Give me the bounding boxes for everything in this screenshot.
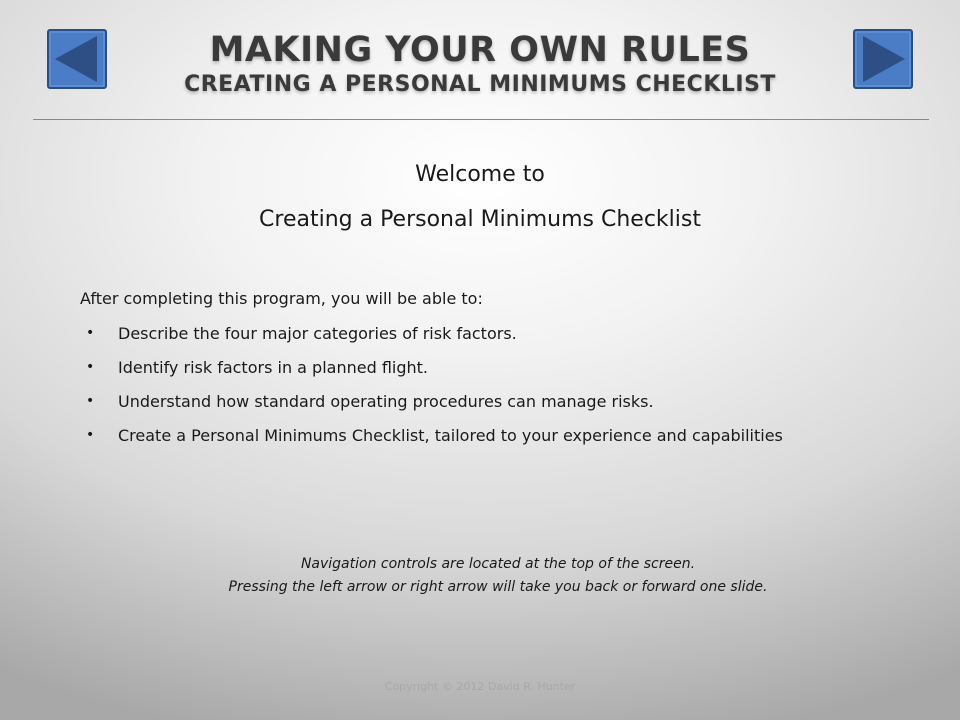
left-arrow-icon: [47, 29, 107, 89]
navigation-note-line1: Navigation controls are located at the top of the screen.: [300, 556, 696, 572]
slide-title: MAKING YOUR OWN RULES: [209, 30, 751, 70]
list-item: [80, 356, 840, 379]
previous-slide-button[interactable]: [47, 29, 107, 89]
slide-title-block: [130, 30, 830, 98]
navigation-note-line2: Pressing the left arrow or right arrow will take you back or forward one slide.: [228, 579, 768, 595]
bullet-icon: •: [86, 427, 95, 443]
bullet-icon: •: [86, 359, 95, 375]
list-item-text: Describe the four major categories of risk factors.: [118, 324, 517, 343]
copyright-footer: Copyright © 2012 David R. Hunter: [384, 680, 576, 693]
list-item: [80, 322, 840, 345]
slide-subtitle: CREATING A PERSONAL MINIMUMS CHECKLIST: [184, 72, 776, 97]
bullet-icon: •: [86, 393, 95, 409]
list-item: [80, 424, 840, 447]
list-item-text: Create a Personal Minimums Checklist, tailored to your experience and capabilities: [118, 426, 783, 445]
list-item-text: Identify risk factors in a planned flight.: [118, 358, 429, 377]
list-item: [80, 390, 840, 413]
header-divider: [33, 119, 929, 120]
program-name: Creating a Personal Minimums Checklist: [259, 207, 701, 232]
list-item-text: Understand how standard operating procedures can manage risks.: [118, 392, 654, 411]
next-slide-button[interactable]: [853, 29, 913, 89]
right-arrow-icon: [853, 29, 913, 89]
objectives-intro: After completing this program, you will be able to:: [80, 289, 483, 308]
objectives-list: [80, 322, 840, 458]
bullet-icon: •: [86, 325, 95, 341]
welcome-line: Welcome to: [415, 162, 545, 187]
